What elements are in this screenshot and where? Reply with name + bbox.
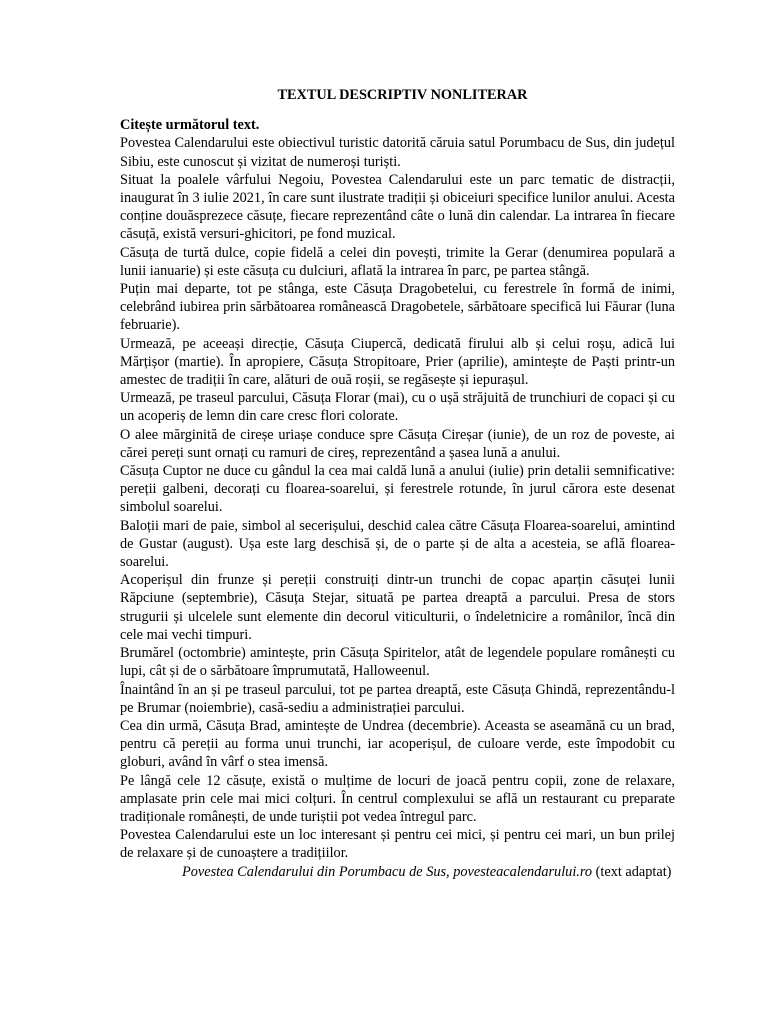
document-body	[120, 86, 675, 881]
paragraph-13: Cea din urmă, Căsuța Brad, amintește de Undrea (decembrie). Aceasta se aseamănă cu un brad, pentru că pereții au forma unui trunchi, iar acoperișul, de culoare verde, este împodobit cu globuri, având în vârf o stea imensă.	[120, 717, 675, 771]
source-title: Povestea Calendarului din Porumbacu de Sus, povesteacalendarului.ro	[182, 863, 593, 880]
paragraph-4: Puțin mai departe, tot pe stânga, este Căsuța Dragobetelui, cu ferestrele în formă de inimi, celebrând iubirea prin sărbătoarea românească Dragobetele, sărbătoare specifică lui Făurar (luna februarie).	[120, 281, 675, 334]
document-title: TEXTUL DESCRIPTIV NONLITERAR	[277, 87, 528, 103]
source-citation	[120, 863, 675, 881]
source-note: (text adaptat)	[592, 863, 672, 880]
paragraph-14: Pe lângă cele 12 căsuțe, există o mulțime de locuri de joacă pentru copii, zone de relaxare, amplasate prin cele mai mici colțuri. În centrul complexului se află un restaurant cu preparate tradiționale românești, de unde turiștii pot vedea întregul parc.	[120, 772, 675, 825]
paragraph-9: Baloții mari de paie, simbol al secerișului, deschid calea către Căsuța Floarea-soarelui, amintind de Gustar (august). Ușa este larg deschisă și, de o parte și de alta a acesteia, se află floarea-soarelui.	[120, 517, 675, 571]
paragraph-8: Căsuța Cuptor ne duce cu gândul la cea mai caldă lună a anului (iulie) prin detalii semnificative: pereții galbeni, decorați cu floarea-soarelui, și ferestrele rotunde, în jurul cărora este desenat simbolul soarelui.	[120, 463, 675, 516]
paragraph-7: O alee mărginită de cireșe uriașe conduce spre Căsuța Cireșar (iunie), de un roz de poveste, ai cărei pereți sunt ornați cu ramuri de cireș, reprezentând a șasea lună a anului.	[120, 426, 675, 461]
paragraph-11: Brumărel (octombrie) amintește, prin Căsuța Spiritelor, atât de legendele populare românești cu lupi, cât și de o sărbătoare împrumutată, Halloweenul.	[120, 645, 675, 680]
paragraph-15: Povestea Calendarului este un loc interesant și pentru cei mici, și pentru cei mari, un bun prilej de relaxare și de cunoaștere a tradițiilor.	[120, 827, 675, 862]
paragraph-1: Povestea Calendarului este obiectivul turistic datorită căruia satul Porumbacu de Sus, din județul Sibiu, este cunoscut și vizitat de numeroși turiști.	[120, 135, 675, 170]
paragraph-10: Acoperișul din frunze și pereții construiți dintr-un trunchi de copac aparțin căsuței lunii Răpciune (septembrie), Căsuța Stejar, situată pe partea dreaptă a parcului. Presa de stors strugurii și ulcelele sunt elemente din decorul viticulturii, o îndeletnicire a românilor, încă din cele mai vechi timpuri.	[120, 572, 675, 643]
reading-instruction: Citește următorul text.	[120, 117, 260, 134]
paragraph-2: Situat la poalele vârfului Negoiu, Povestea Calendarului este un parc tematic de distracții, inaugurat în 3 iulie 2021, în care sunt ilustrate tradiții și obiceiuri specifice lunilor anului. Acesta conține douăsprezece căsuțe, fiecare reprezentând câte o lună din calendar. La intrarea în fiecare căsuță, există versuri-ghicitori, pe fond muzical.	[120, 171, 675, 243]
paragraph-3: Căsuța de turtă dulce, copie fidelă a celei din povești, trimite la Gerar (denumirea populară a lunii ianuarie) și este căsuța cu dulciuri, aflată la intrarea în parc, pe partea stângă.	[120, 244, 675, 279]
paragraph-6: Urmează, pe traseul parcului, Căsuța Florar (mai), cu o ușă străjuită de trunchiuri de copaci și cu un acoperiș de lemn din care cresc flori colorate.	[120, 390, 675, 425]
paragraph-5: Urmează, pe aceeași direcție, Căsuța Ciupercă, dedicată firului alb și celui roșu, adică lui Mărțișor (martie). În apropiere, Căsuța Stropitoare, Prier (aprilie), amintește de Paști printr-un amestec de tradiții în care, alături de ouă roșii, se regăsește și iepurașul.	[120, 335, 675, 389]
paragraph-12: Înaintând în an și pe traseul parcului, tot pe partea dreaptă, este Căsuța Ghindă, reprezentându-l pe Brumar (noiembrie), casă-sediu a administrației parcului.	[120, 681, 675, 716]
